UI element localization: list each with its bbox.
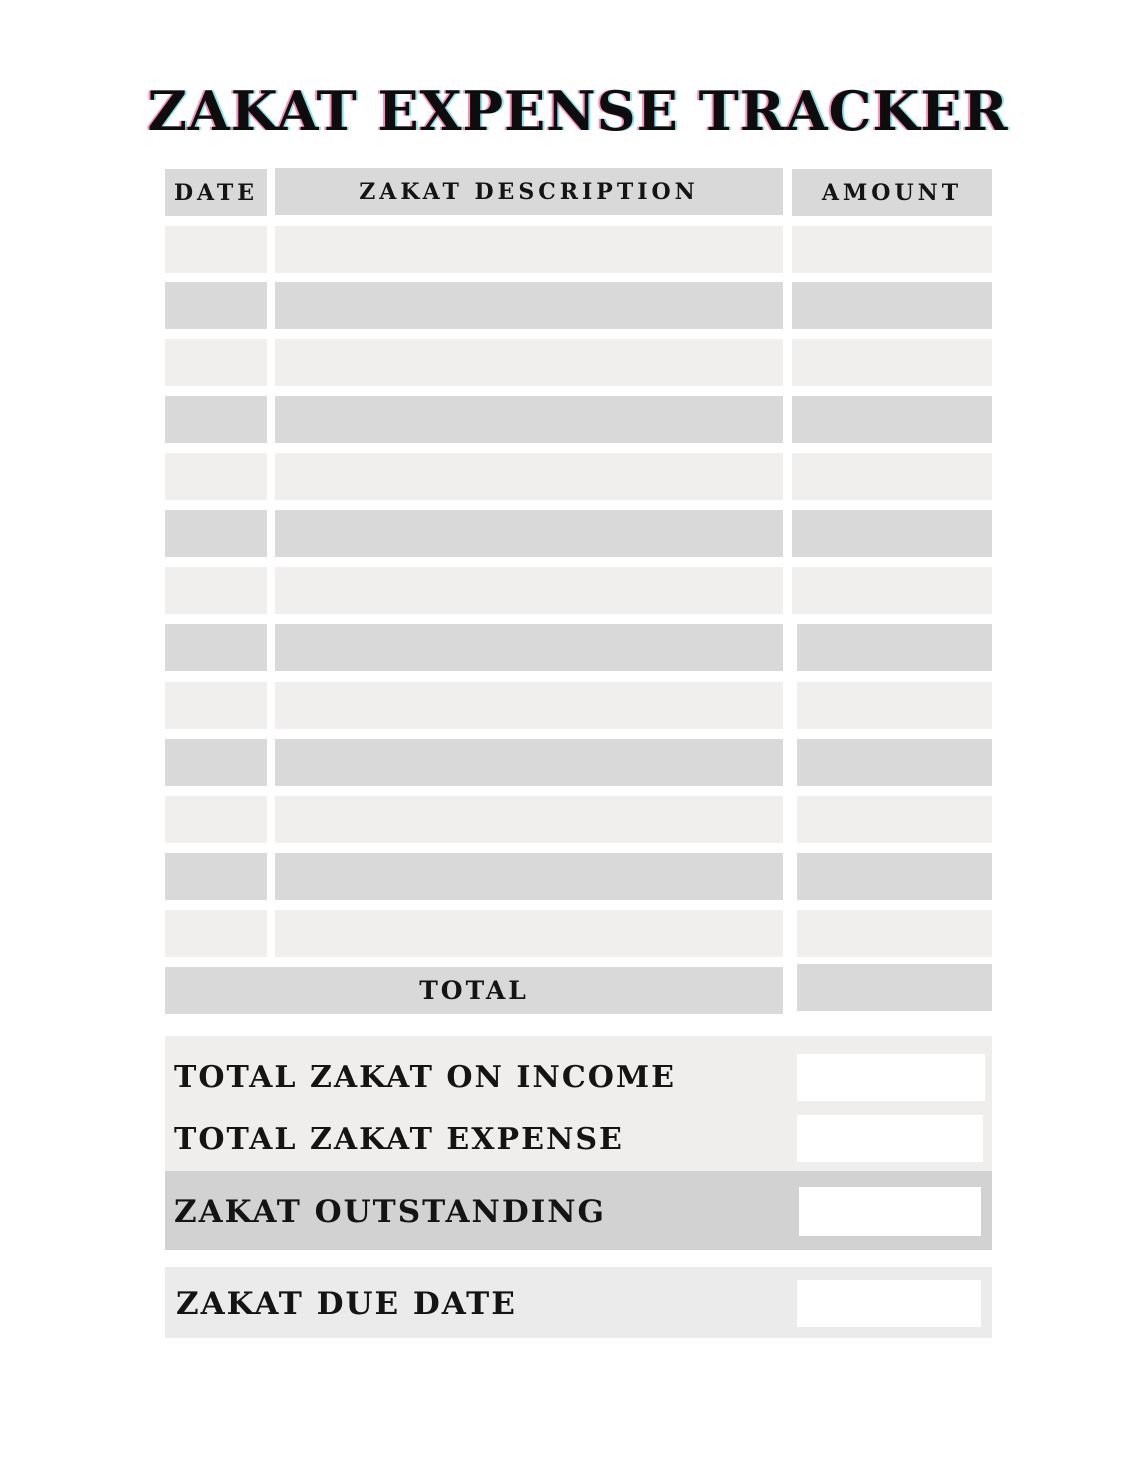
amount-cell[interactable] [792,282,992,329]
date-cell[interactable] [165,796,267,843]
description-cell[interactable] [275,796,783,843]
summary-panel [165,1036,992,1171]
header-amount: AMOUNT [792,169,992,216]
header-date: DATE [165,169,267,216]
outstanding-panel [165,1171,992,1250]
date-cell[interactable] [165,226,267,273]
description-cell[interactable] [275,853,783,900]
zakat-outstanding-label: ZAKAT OUTSTANDING [174,1194,607,1230]
total-label: TOTAL [165,967,783,1014]
date-cell[interactable] [165,624,267,671]
amount-cell[interactable] [792,396,992,443]
description-cell[interactable] [275,739,783,786]
page-title: ZAKAT EXPENSE TRACKER [147,79,1009,143]
zakat-outstanding-field[interactable] [799,1187,981,1236]
amount-cell[interactable] [792,339,992,386]
total-zakat-on-income-label: TOTAL ZAKAT ON INCOME [174,1060,676,1095]
date-cell[interactable] [165,910,267,957]
date-cell[interactable] [165,682,267,729]
zakat-due-date-field[interactable] [797,1280,981,1327]
amount-cell[interactable] [792,567,992,614]
amount-cell[interactable] [797,739,992,786]
description-cell[interactable] [275,453,783,500]
amount-cell[interactable] [797,796,992,843]
description-cell[interactable] [275,226,783,273]
amount-cell[interactable] [797,624,992,671]
total-zakat-expense-field[interactable] [797,1115,983,1162]
amount-cell[interactable] [792,510,992,557]
date-cell[interactable] [165,282,267,329]
date-cell[interactable] [165,339,267,386]
zakat-due-date-label: ZAKAT DUE DATE [176,1286,517,1322]
description-cell[interactable] [275,624,783,671]
description-cell[interactable] [275,396,783,443]
date-cell[interactable] [165,567,267,614]
date-cell[interactable] [165,510,267,557]
due-date-panel [165,1267,992,1338]
amount-cell[interactable] [792,226,992,273]
date-cell[interactable] [165,739,267,786]
date-cell[interactable] [165,396,267,443]
header-description: ZAKAT DESCRIPTION [275,168,783,215]
description-cell[interactable] [275,910,783,957]
description-cell[interactable] [275,282,783,329]
description-cell[interactable] [275,510,783,557]
description-cell[interactable] [275,567,783,614]
date-cell[interactable] [165,453,267,500]
total-zakat-on-income-field[interactable] [797,1054,985,1101]
total-zakat-expense-label: TOTAL ZAKAT EXPENSE [174,1122,624,1157]
amount-cell[interactable] [797,910,992,957]
description-cell[interactable] [275,339,783,386]
total-amount-cell[interactable] [797,964,992,1011]
date-cell[interactable] [165,853,267,900]
amount-cell[interactable] [797,682,992,729]
amount-cell[interactable] [792,453,992,500]
description-cell[interactable] [275,682,783,729]
amount-cell[interactable] [797,853,992,900]
